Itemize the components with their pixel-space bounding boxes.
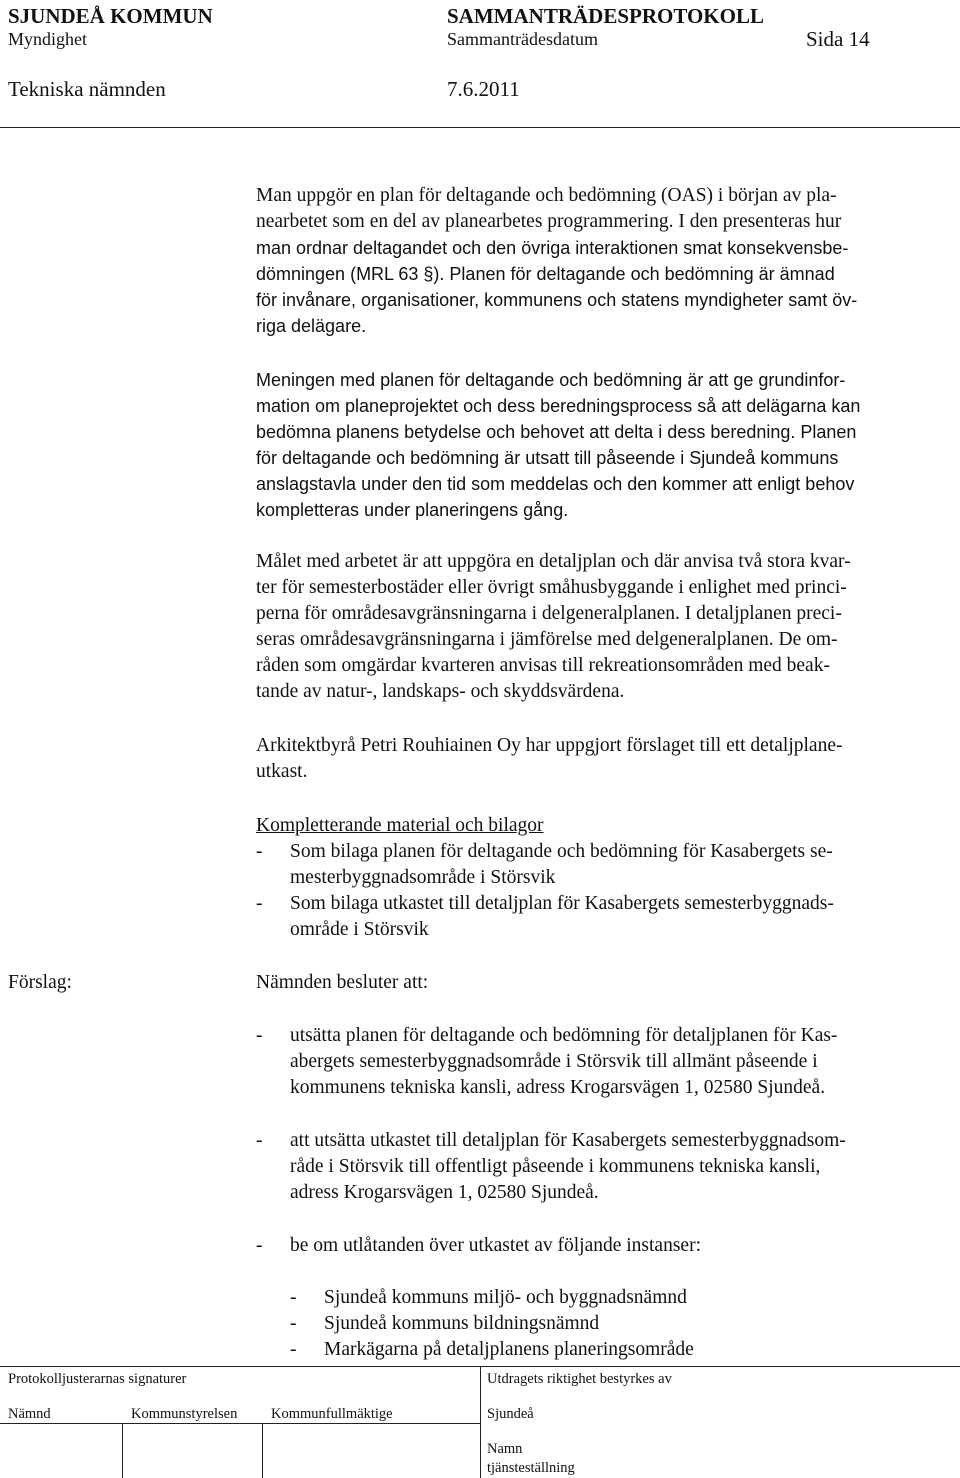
paragraph-goal: Målet med arbetet är att uppgöra en detaljplan och där anvisa två stora kvar- ter för semesterbostäder eller övrigt småhusbyggande i enlighet med princi- perna för områdesavgränsningarna i delgeneralplanen. I detaljplanen preci- seras områdesavgränsningarna i jämförelse med delgeneralplanen. De om- råden som omgärdar kvarteren anvisas till rekreationsområden med beak- tande av natur-, landskaps- och skyddsvärdena.: [256, 551, 851, 703]
signatures-label: Protokolljusterarnas signaturer: [8, 1371, 187, 1387]
authority-label: Myndighet: [8, 29, 87, 49]
paragraph-architect: Arkitektbyrå Petri Rouhiainen Oy har uppgjort förslaget till ett detaljplane- utkast.: [256, 735, 843, 783]
decision-intro: Nämnden besluter att:: [256, 972, 429, 993]
page-number: Sida 14: [806, 27, 870, 51]
paragraph-plan-purpose: Meningen med planen för deltagande och bedömning är att ge grundinfor- mation om planeprojektet och dess beredningsprocess så att delägarna kan bedömna planens betydelse och behovet att delta i dess beredning. Planen för deltagande och bedömning är utsatt till påseende i Sjundeå kommuns anslagstavla under den tid som meddelas och den kommer att enligt behov kompletteras under planeringens gång.: [256, 370, 861, 521]
meeting-date-label: Sammanträdesdatum: [447, 29, 598, 49]
footer-position-label: tjänsteställning: [487, 1460, 575, 1476]
signature-column-namnd: Nämnd: [8, 1406, 51, 1422]
proposal-label: Förslag:: [8, 972, 72, 993]
footer-divider: [480, 1366, 481, 1478]
attachments-heading: Kompletterande material och bilagor: [256, 815, 544, 836]
footer-column-rule: [262, 1423, 263, 1478]
signature-column-kommunstyrelsen: Kommunstyrelsen: [131, 1406, 238, 1422]
meeting-date: 7.6.2011: [447, 77, 520, 101]
footer-name-label: Namn: [487, 1441, 523, 1457]
footer-column-rule: [122, 1423, 123, 1478]
extract-certified-label: Utdragets riktighet bestyrkes av: [487, 1371, 672, 1387]
paragraph-oas-intro: Man uppgör en plan för deltagande och bedömning (OAS) i början av pla- nearbetet som en del av planearbetes programmering. I den presenteras hur man ordnar deltagandet och den övriga interaktionen smat konsekvensbe- dömningen (MRL 63 §). Planen för deltagande och bedömning är ämnad för invånare, organisationer, kommunens och statens myndigheter samt öv- riga delägare.: [256, 185, 858, 337]
footer-mid-rule: [0, 1423, 480, 1424]
signature-column-kommunfullmaktige: Kommunfullmäktige: [271, 1406, 393, 1422]
municipality-name: SJUNDEÅ KOMMUN: [8, 4, 213, 28]
footer-place: Sjundeå: [487, 1406, 534, 1422]
authority-name: Tekniska nämnden: [8, 77, 166, 101]
header-divider: [0, 127, 960, 128]
document-type: SAMMANTRÄDESPROTOKOLL: [447, 4, 764, 28]
